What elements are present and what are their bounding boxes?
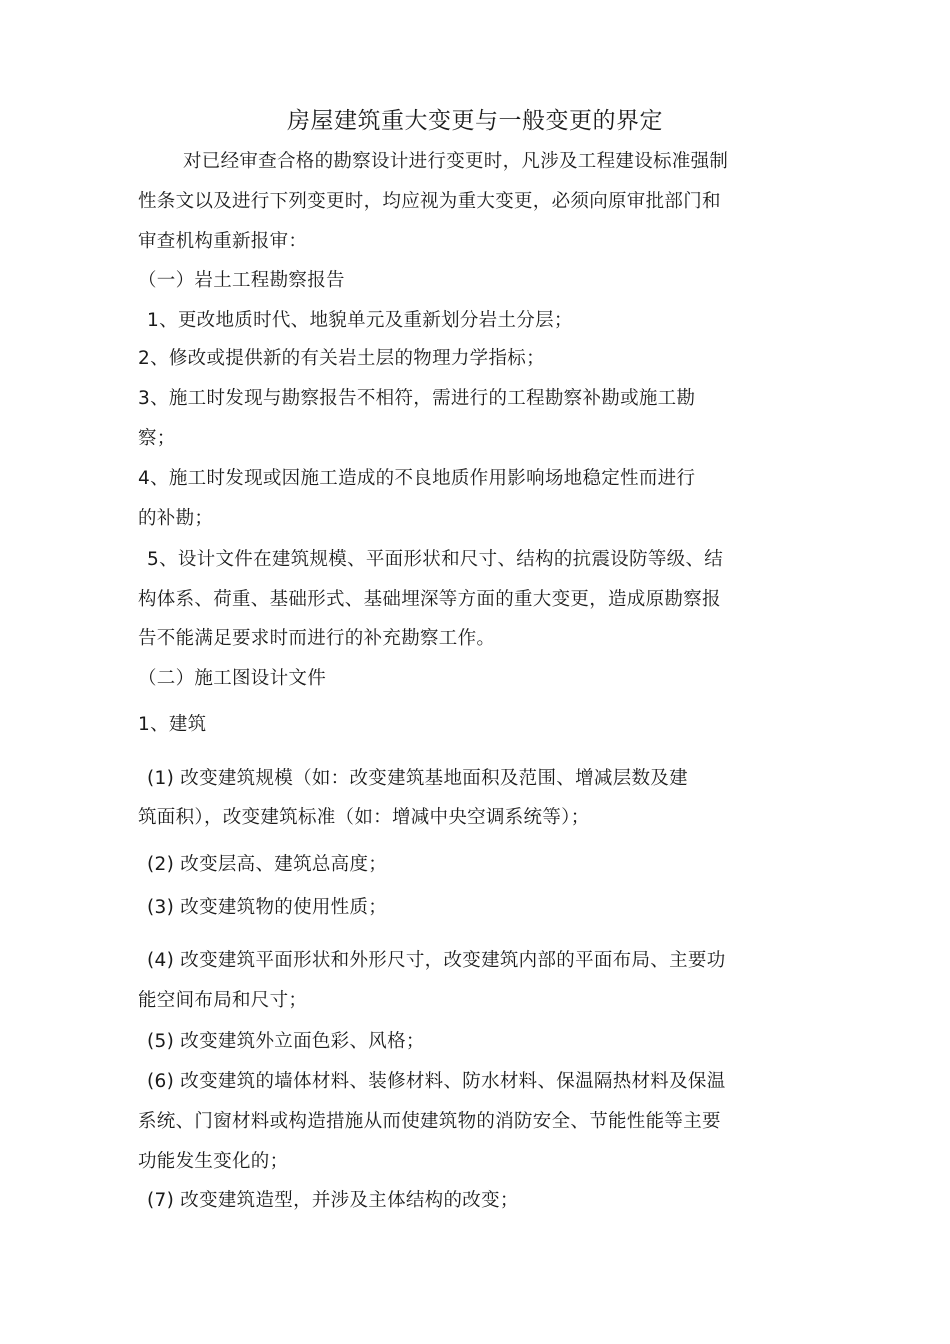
sub-heading: 1、建筑 [138, 714, 207, 735]
list-item: 3、施工时发现与勘察报告不相符，需进行的工程勘察补勘或施工勘 [138, 388, 696, 409]
list-item: (7) 改变建筑造型，并涉及主体结构的改变； [147, 1190, 519, 1211]
intro-line: 审查机构重新报审： [138, 231, 308, 252]
intro-line: 性条文以及进行下列变更时，均应视为重大变更，必须向原审批部门和 [138, 191, 721, 212]
list-item-continued: 告不能满足要求时而进行的补充勘察工作。 [138, 628, 496, 649]
list-item: (2) 改变层高、建筑总高度； [147, 854, 388, 875]
list-item: (6) 改变建筑的墙体材料、装修材料、防水材料、保温隔热材料及保温 [147, 1071, 726, 1092]
document-title: 房屋建筑重大变更与一般变更的界定 [287, 108, 663, 134]
list-item-continued: 系统、门窗材料或构造措施从而使建筑物的消防安全、节能性能等主要 [138, 1111, 721, 1132]
list-item-continued: 察； [138, 428, 176, 449]
list-item-continued: 功能发生变化的； [138, 1151, 289, 1172]
intro-line: 对已经审查合格的勘察设计进行变更时，凡涉及工程建设标准强制 [183, 151, 729, 172]
list-item: (1) 改变建筑规模（如：改变建筑基地面积及范围、增减层数及建 [147, 768, 688, 789]
list-item-continued: 构体系、荷重、基础形式、基础埋深等方面的重大变更，造成原勘察报 [138, 589, 721, 610]
list-item: 2、修改或提供新的有关岩土层的物理力学指标； [138, 348, 545, 369]
list-item: (5) 改变建筑外立面色彩、风格； [147, 1031, 425, 1052]
section-heading: （二）施工图设计文件 [138, 668, 327, 689]
list-item: (4) 改变建筑平面形状和外形尺寸，改变建筑内部的平面布局、主要功 [147, 950, 726, 971]
section-heading: （一）岩土工程勘察报告 [138, 270, 345, 291]
list-item: 4、施工时发现或因施工造成的不良地质作用影响场地稳定性而进行 [138, 468, 696, 489]
list-item: 1、更改地质时代、地貌单元及重新划分岩土分层； [147, 310, 573, 331]
list-item-continued: 的补勘； [138, 508, 214, 529]
list-item: (3) 改变建筑物的使用性质； [147, 897, 388, 918]
list-item-continued: 筑面积），改变建筑标准（如：增减中央空调系统等）； [138, 807, 590, 828]
list-item-continued: 能空间布局和尺寸； [138, 990, 308, 1011]
list-item: 5、设计文件在建筑规模、平面形状和尺寸、结构的抗震设防等级、结 [147, 549, 724, 570]
